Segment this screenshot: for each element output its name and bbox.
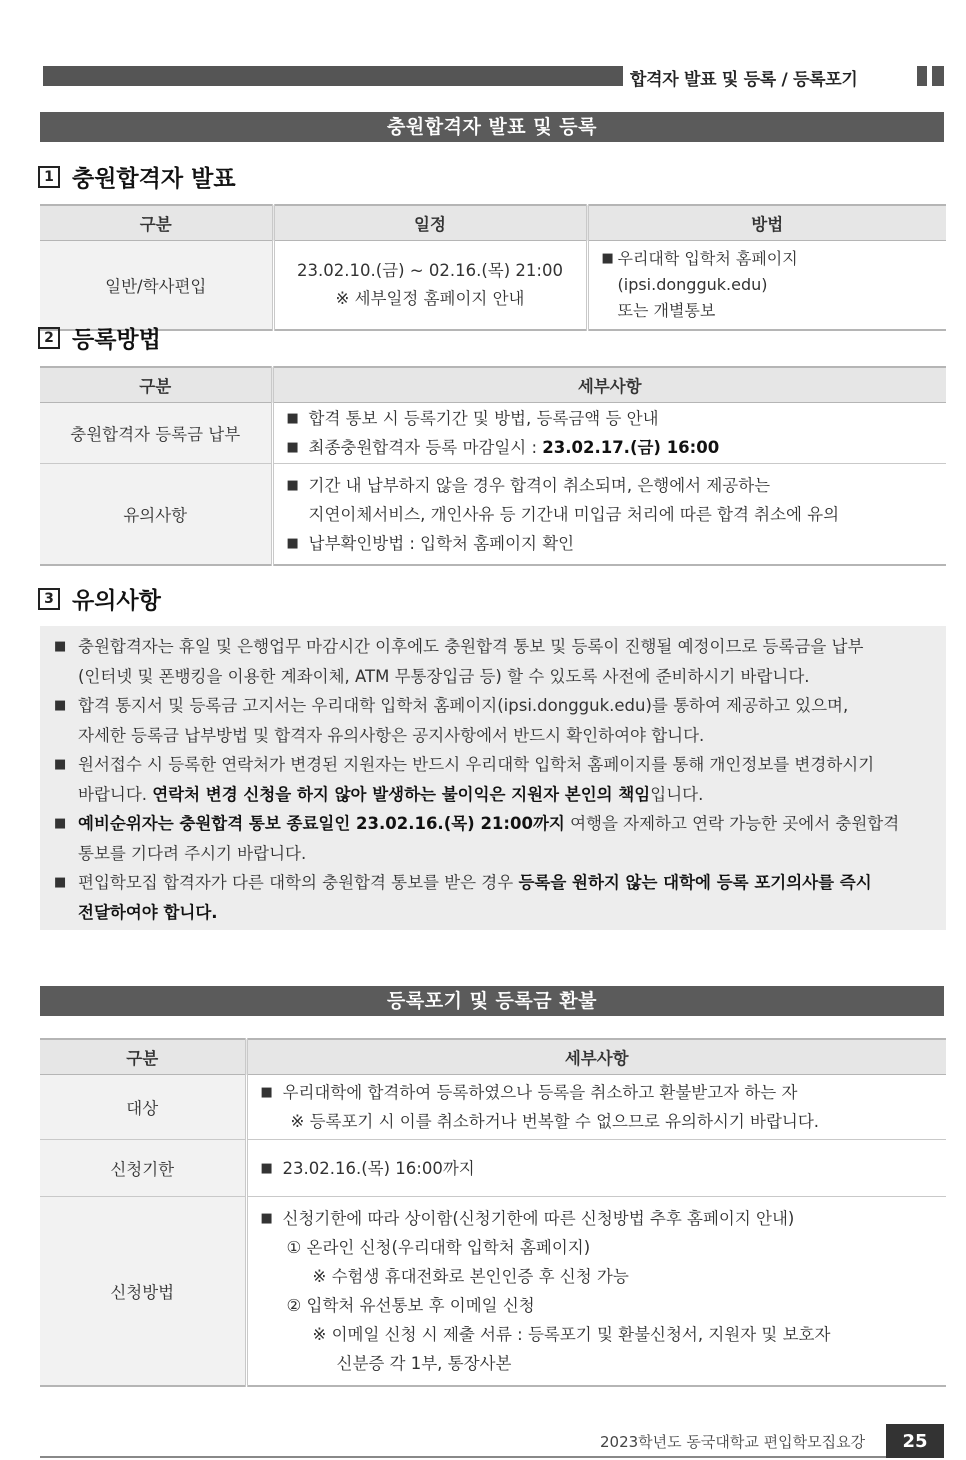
- details-cell: [272, 403, 946, 464]
- column-header-category: 구분: [40, 205, 273, 241]
- row-label: 신청기한: [40, 1140, 246, 1197]
- detail-text: 신청기한에 따라 상이함(신청기한에 따른 신청방법 추후 홈페이지 안내): [282, 1209, 795, 1228]
- header-title: 합격자 발표 및 등록 / 등록포기: [630, 70, 858, 90]
- bullet-icon: ■: [286, 535, 299, 551]
- note-emphasis: 전달하여야 합니다.: [78, 902, 218, 922]
- note-emphasis: 연락처 변경 신청을 하지 않아 발생하는 불이익은 지원자 본인의 책임: [152, 784, 651, 804]
- detail-text-cont: 지연이체서비스, 개인사유 등 기간내 미입금 처리에 따른 합격 취소에 유의: [308, 504, 840, 524]
- list-item: [54, 868, 936, 898]
- subsection-title: 등록방법: [72, 327, 161, 353]
- announcement-table: [40, 204, 946, 331]
- note-text: 입니다.: [650, 784, 704, 804]
- subsection-heading-notes: [38, 582, 161, 615]
- note-text-cont: 통보를 기다려 주시기 바랍니다.: [78, 843, 307, 863]
- row-label: 일반/학사편입: [40, 241, 273, 331]
- option-online: ① 온라인 신청(우리대학 입학처 홈페이지): [286, 1238, 591, 1257]
- registration-method-table: [40, 366, 946, 566]
- subsection-title: 유의사항: [72, 588, 161, 614]
- note-text-cont: [54, 898, 936, 928]
- method-text: 우리대학 입학처 홈페이지(ipsi.dongguk.edu): [617, 249, 798, 294]
- bullet-icon: ■: [601, 251, 614, 266]
- section-banner-withdrawal-refund: 등록포기 및 등록금 환불: [40, 986, 944, 1016]
- deadline-text: 23.02.16.(목) 16:00까지: [282, 1158, 475, 1178]
- header-block-small: [917, 66, 927, 86]
- table-row: [40, 1197, 946, 1387]
- option-email: ② 입학처 유선통보 후 이메일 신청: [286, 1296, 535, 1315]
- section-banner-additional-admission: 충원합격자 발표 및 등록: [40, 112, 944, 142]
- column-header-method: 방법: [587, 205, 946, 241]
- detail-text: 합격 통보 시 등록기간 및 방법, 등록금액 등 안내: [308, 409, 659, 428]
- table-row: [40, 403, 946, 464]
- details-cell: [246, 1140, 946, 1197]
- note-text: 합격 통지서 및 등록금 고지서는 우리대학 입학처 홈페이지(ipsi.dongguk.edu)를 통하여 제공하고 있으며,: [78, 696, 849, 715]
- option-online-note: ※ 수험생 휴대전화로 본인인증 후 신청 가능: [312, 1267, 629, 1286]
- option-email-note: ※ 이메일 신청 시 제출 서류 : 등록포기 및 환불신청서, 지원자 및 보호자: [312, 1325, 831, 1344]
- method-text-cont: 또는 개별통보: [617, 301, 716, 320]
- detail-note: ※ 등록포기 시 이를 취소하거나 번복할 수 없으므로 유의하시기 바랍니다.: [290, 1112, 820, 1131]
- note-text: 원서접수 시 등록한 연락처가 변경된 지원자는 반드시 우리대학 입학처 홈페이지를 통해 개인정보를 변경하시기: [78, 755, 875, 774]
- bullet-icon: ■: [286, 440, 299, 455]
- subsection-title: 충원합격자 발표: [72, 166, 236, 192]
- details-cell: [246, 1075, 946, 1140]
- bullet-icon: ■: [54, 816, 67, 831]
- schedule-cell: [273, 241, 587, 331]
- footer-text: 2023학년도 동국대학교 편입학모집요강: [600, 1433, 866, 1451]
- bullet-icon: ■: [54, 875, 67, 890]
- bullet-icon: ■: [54, 639, 67, 654]
- option-email-note-cont: 신분증 각 1부, 통장사본: [336, 1354, 512, 1373]
- deadline-date: 23.02.17.(금) 16:00: [542, 438, 720, 457]
- page-number: 25: [886, 1424, 944, 1458]
- note-text-cont: 자세한 등록금 납부방법 및 합격자 유의사항은 공지사항에서 반드시 확인하여야 합니다.: [78, 725, 705, 745]
- header-bar: [43, 66, 623, 86]
- list-item: [54, 691, 936, 721]
- number-box: 3: [38, 588, 60, 610]
- schedule-text: 23.02.10.(금) ~ 02.16.(목) 21:00: [297, 261, 563, 280]
- details-cell: [272, 464, 946, 566]
- bullet-icon: ■: [260, 1085, 273, 1100]
- detail-text: 기간 내 납부하지 않을 경우 합격이 취소되며, 은행에서 제공하는: [308, 475, 771, 495]
- note-emphasis: 등록을 원하지 않는 대학에 등록 포기의사를 즉시: [518, 873, 872, 892]
- note-emphasis: 예비순위자는 충원합격 통보 종료일인 23.02.16.(목) 21:00까지: [78, 814, 565, 833]
- method-cell: [587, 241, 946, 331]
- number-box: 2: [38, 327, 60, 349]
- schedule-note: ※ 세부일정 홈페이지 안내: [335, 289, 525, 308]
- column-header-details: 세부사항: [246, 1039, 946, 1075]
- row-label: 대상: [40, 1075, 246, 1140]
- note-text-cont: [54, 780, 936, 810]
- column-header-category: 구분: [40, 1039, 246, 1075]
- note-text: 편입학모집 합격자가 다른 대학의 충원합격 통보를 받은 경우: [78, 873, 519, 892]
- column-header-details: 세부사항: [272, 367, 946, 403]
- column-header-category: 구분: [40, 367, 272, 403]
- list-item: [54, 632, 936, 662]
- row-label: 충원합격자 등록금 납부: [40, 403, 272, 464]
- subsection-heading-registration-method: [38, 321, 161, 354]
- table-row: [40, 1140, 946, 1197]
- row-label: 신청방법: [40, 1197, 246, 1387]
- withdrawal-refund-table: [40, 1038, 946, 1387]
- note-text: 충원합격자는 휴일 및 은행업무 마감시간 이후에도 충원합격 통보 및 등록이 진행될 예정이므로 등록금을 납부: [78, 637, 864, 656]
- note-text-cont: (인터넷 및 폰뱅킹을 이용한 계좌이체, ATM 무통장입금 등) 할 수 있도록 사전에 준비하시기 바랍니다.: [78, 666, 810, 686]
- row-label: 유의사항: [40, 464, 272, 566]
- bullet-icon: ■: [54, 757, 67, 772]
- list-item: [54, 750, 936, 780]
- table-row: [40, 1075, 946, 1140]
- note-text: 여행을 자제하고 연락 가능한 곳에서 충원합격: [564, 814, 900, 833]
- table-row: [40, 241, 946, 331]
- header-block: [932, 66, 944, 86]
- bullet-icon: ■: [260, 1160, 273, 1176]
- subsection-heading-announcement: [38, 160, 236, 193]
- number-box: 1: [38, 166, 60, 188]
- bullet-icon: ■: [260, 1211, 273, 1226]
- bullet-icon: ■: [54, 698, 67, 713]
- detail-text: 최종충원합격자 등록 마감일시 :: [308, 438, 543, 457]
- detail-text: 우리대학에 합격하여 등록하였으나 등록을 취소하고 환불받고자 하는 자: [282, 1083, 798, 1102]
- footer-rule: [40, 1456, 886, 1458]
- details-cell: [246, 1197, 946, 1387]
- note-text: 바랍니다.: [78, 784, 153, 804]
- table-row: [40, 464, 946, 566]
- detail-text: 납부확인방법 : 입학처 홈페이지 확인: [308, 533, 575, 553]
- column-header-schedule: 일정: [273, 205, 587, 241]
- bullet-icon: ■: [286, 477, 299, 493]
- bullet-icon: ■: [286, 411, 299, 426]
- notes-box: [40, 626, 946, 930]
- list-item: [54, 809, 936, 839]
